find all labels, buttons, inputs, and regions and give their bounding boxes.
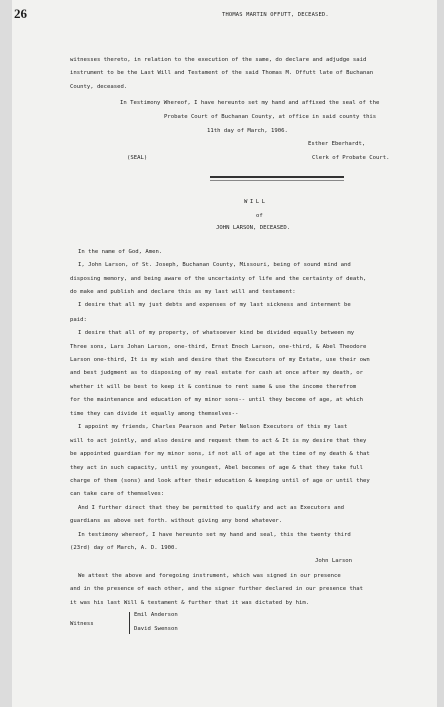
body-line: and best judgment as to disposing of my real estate for cash at once after my death, or [70, 370, 363, 376]
will-title: WILL [244, 199, 268, 205]
page-number: 26 [14, 6, 27, 21]
body-line: they act in such capacity, until my youngest, Abel becomes of age & that they take full [70, 465, 363, 471]
body-line: And I further direct that they be permitted to qualify and act as Executors and [78, 505, 345, 511]
body-line: Larson one-third, It is my wish and desire that the Executors of my Estate, use their own [70, 357, 370, 363]
certificate-line: 11th day of March, 1906. [207, 128, 288, 134]
body-line: time they can divide it equally among themselves-- [70, 411, 239, 417]
witness-name: David Swenson [134, 626, 178, 632]
separator-rule [210, 180, 344, 181]
witness-brace [129, 612, 133, 634]
will-of: of [256, 213, 263, 219]
page-header: THOMAS MARTIN OFFUTT, DECEASED. [222, 12, 329, 18]
body-line: can take care of themselves: [70, 491, 165, 497]
body-line: will to act jointly, and also desire and request them to act & It is my desire that they [70, 438, 367, 444]
will-name: JOHN LARSON, DECEASED. [216, 225, 291, 231]
certificate-line: In Testimony Whereof, I have hereunto set my hand and affixed the seal of the [120, 100, 380, 106]
binding-margin [437, 0, 444, 707]
body-line: guardians as above set forth. without giving any bond whatever. [70, 518, 283, 524]
body-line: charge of them (sons) and look after their education & keeping until of age or until they [70, 478, 370, 484]
body-line: In testimony whereof, I have hereunto set my hand and seal, this the twenty third [78, 532, 351, 538]
body-line: I desire that all my just debts and expenses of my last sickness and interment be [78, 302, 351, 308]
certificate-line: Clerk of Probate Court. [312, 155, 390, 161]
seal-label: (SEAL) [127, 155, 148, 161]
separator-rule [210, 176, 344, 178]
testator-signature: John Larson [315, 558, 353, 564]
body-line: and in the presence of each other, and the signer further declared in our presence that [70, 586, 363, 592]
body-line: whether it will be best to keep it & continue to rent same & use the income therefrom [70, 384, 357, 390]
witness-label: Witness [70, 621, 94, 627]
certificate-signature: Esther Eberhardt, [308, 141, 366, 147]
body-line: We attest the above and foregoing instrument, which was signed in our presence [78, 573, 341, 579]
body-line: Three sons, Lars Johan Larson, one-third, Ernst Enoch Larson, one-third, & Abel Theodore [70, 344, 367, 350]
witness-name: Emil Anderson [134, 612, 178, 618]
certificate-line: County, deceased. [70, 84, 128, 90]
body-line: I desire that all of my property, of whatsoever kind be divided equally between my [78, 330, 355, 336]
body-line: In the name of God, Amen. [78, 249, 163, 255]
certificate-line: witnesses thereto, in relation to the execution of the same, do declare and adjudge said [70, 57, 367, 63]
body-line: paid: [70, 317, 87, 323]
body-line: it was his last Will & testament & further that it was dictated by him. [70, 600, 310, 606]
certificate-line: instrument to be the Last Will and Testament of the said Thomas M. Offutt late of Buchanan [70, 70, 374, 76]
body-line: do make and publish and declare this as my last will and testament: [70, 289, 296, 295]
certificate-line: Probate Court of Buchanan County, at office in said county this [164, 114, 377, 120]
body-line: be appointed guardian for my minor sons, if not all of age at the time of my death & that [70, 451, 370, 457]
body-line: (23rd) day of March, A. D. 1900. [70, 545, 178, 551]
body-line: I appoint my friends, Charles Pearson and Peter Nelson Executors of this my last [78, 424, 348, 430]
body-line: I, John Larson, of St. Joseph, Buchanan County, Missouri, being of sound mind and [78, 262, 351, 268]
body-line: for the maintenance and education of my minor sons-- until they become of age, at which [70, 397, 363, 403]
body-line: disposing memory, and being aware of the uncertainty of life and the certainty of death, [70, 276, 367, 282]
